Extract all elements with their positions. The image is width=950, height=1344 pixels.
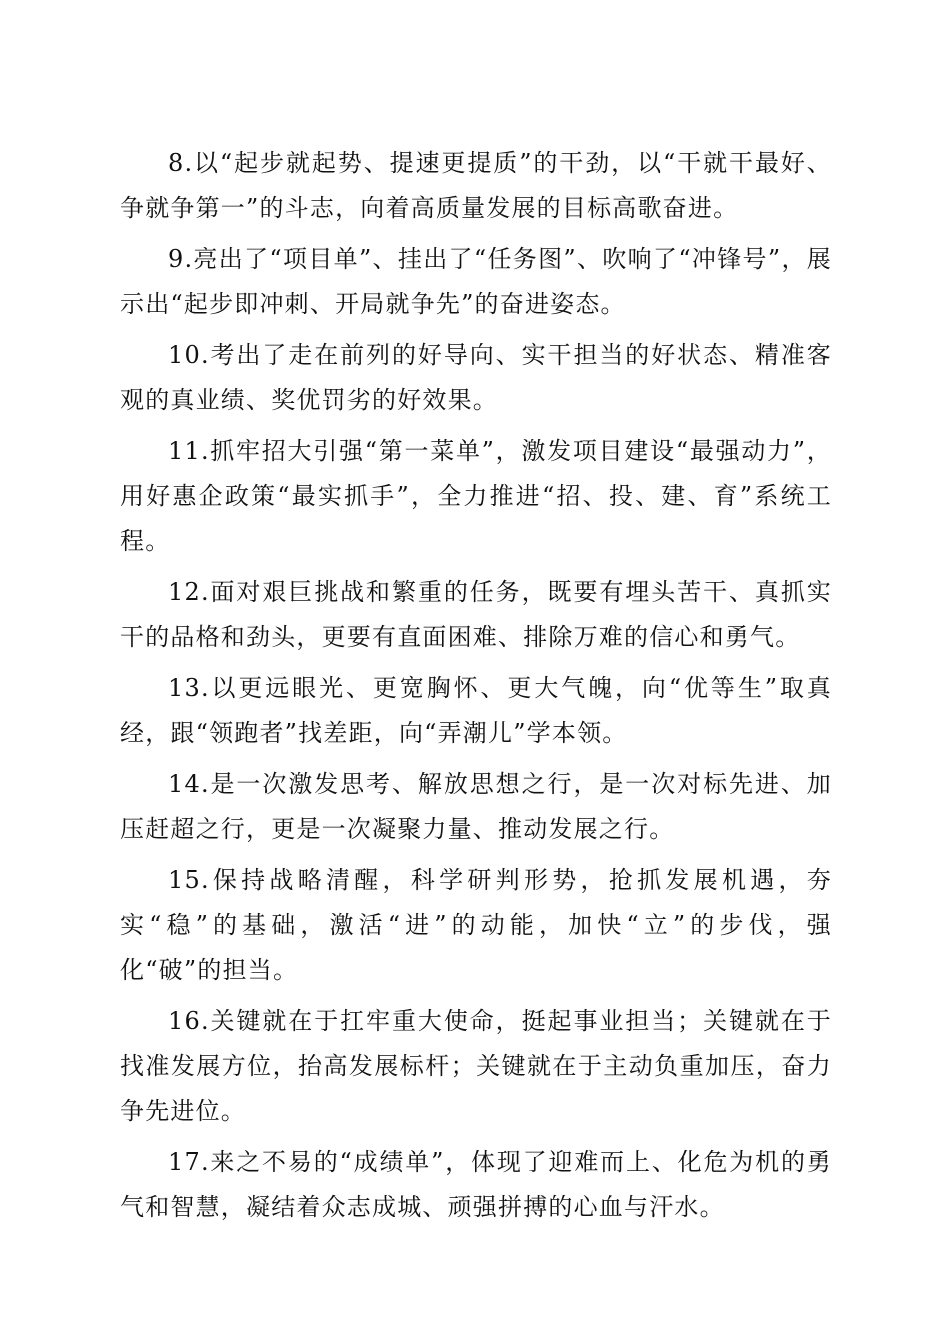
- paragraph-8: 8.以“起步就起势、提速更提质”的干劲，以“干就干最好、争就争第一”的斗志，向着高质量发展的目标高歌奋进。: [120, 149, 832, 222]
- paragraph-11: 11.抓牢招大引强“第一菜单”，激发项目建设“最强动力”，用好惠企政策“最实抓手”，全力推进“招、投、建、育”系统工程。: [120, 437, 832, 555]
- paragraph-12: 12.面对艰巨挑战和繁重的任务，既要有埋头苦干、真抓实干的品格和劲头，更要有直面困难、排除万难的信心和勇气。: [120, 578, 832, 651]
- paragraph-14: 14.是一次激发思考、解放思想之行，是一次对标先进、加压赶超之行，更是一次凝聚力量、推动发展之行。: [120, 770, 832, 843]
- paragraph-17: 17.来之不易的“成绩单”，体现了迎难而上、化危为机的勇气和智慧，凝结着众志成城、顽强拼搏的心血与汗水。: [120, 1148, 832, 1221]
- paragraph-13: 13.以更远眼光、更宽胸怀、更大气魄，向“优等生”取真经，跟“领跑者”找差距，向“弄潮儿”学本领。: [120, 674, 832, 747]
- document-body: [120, 141, 832, 1236]
- paragraph-10: 10.考出了走在前列的好导向、实干担当的好状态、精准客观的真业绩、奖优罚劣的好效果。: [120, 341, 832, 414]
- paragraph-16: 16.关键就在于扛牢重大使命，挺起事业担当；关键就在于找准发展方位，抬高发展标杆；关键就在于主动负重加压，奋力争先进位。: [120, 1007, 832, 1125]
- paragraph-9: 9.亮出了“项目单”、挂出了“任务图”、吹响了“冲锋号”，展示出“起步即冲刺、开局就争先”的奋进姿态。: [120, 245, 832, 318]
- paragraph-15: 15.保持战略清醒，科学研判形势，抢抓发展机遇，夯实“稳”的基础，激活“进”的动能，加快“立”的步伐，强化“破”的担当。: [120, 866, 832, 984]
